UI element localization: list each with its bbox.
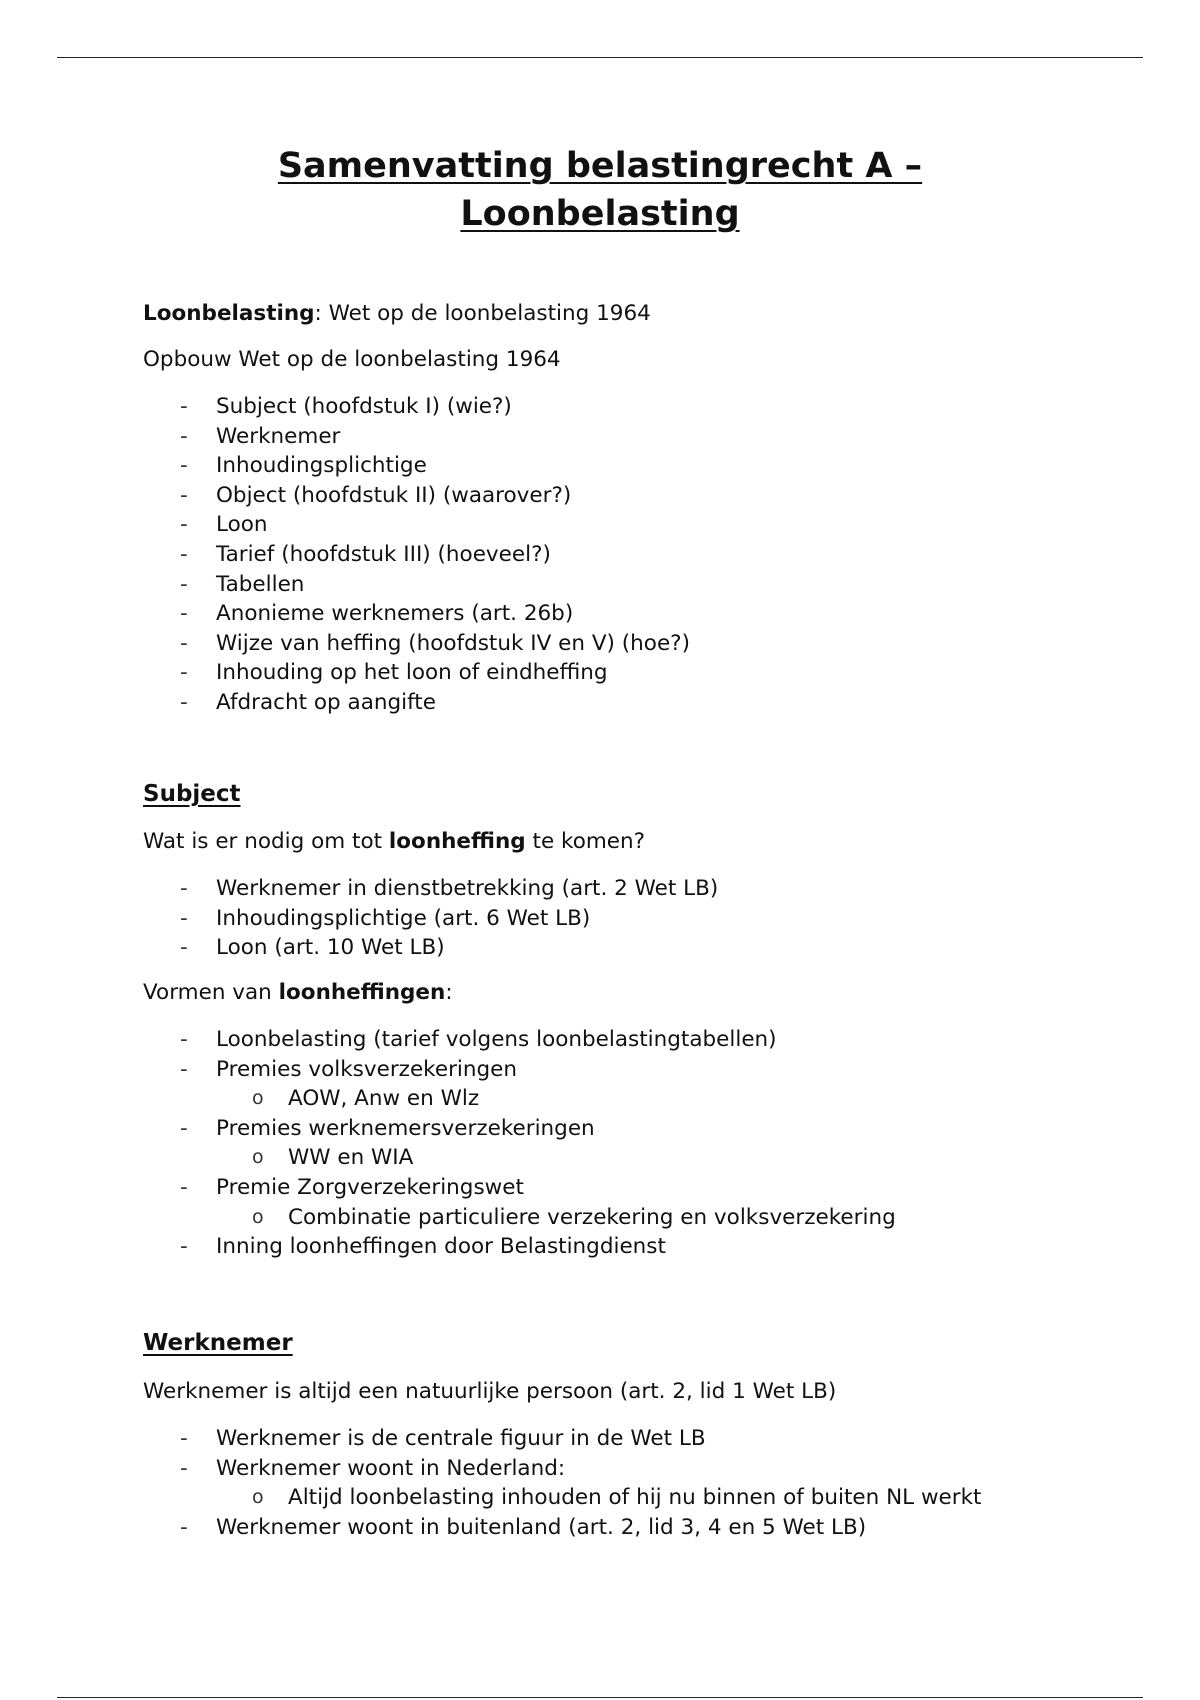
- dash-bullet: -: [180, 876, 188, 901]
- dash-bullet: -: [180, 1234, 188, 1260]
- subject-question: [143, 828, 645, 856]
- dash-bullet: -: [180, 453, 188, 479]
- list-item-text: WW en WIA: [288, 1145, 414, 1171]
- dash-bullet: -: [180, 935, 188, 961]
- document-title: [0, 142, 1200, 238]
- dash-bullet: -: [180, 630, 188, 656]
- list-item-text: Inhoudingsplichtige (art. 6 Wet LB): [216, 905, 591, 931]
- list-item-text: Premies werknemersverzekeringen: [216, 1115, 595, 1141]
- list-item-text: Object (hoofdstuk II) (waarover?): [216, 482, 572, 508]
- vormen-term: loonheffingen: [278, 980, 446, 1005]
- definition-term: Loonbelasting: [143, 301, 315, 326]
- list-item-text: Tarief (hoofdstuk III) (hoeveel?): [216, 541, 551, 567]
- list-item-text: Subject (hoofdstuk I) (wie?): [216, 394, 512, 419]
- vormen-text: Vormen van: [143, 980, 279, 1005]
- dash-bullet: -: [180, 512, 188, 538]
- dash-bullet: -: [180, 1455, 188, 1481]
- list-item-text: Inning loonheffingen door Belastingdienst: [216, 1234, 666, 1260]
- question-term: loonheffing: [388, 829, 526, 854]
- dash-bullet: -: [180, 1514, 188, 1540]
- list-item-text: Loonbelasting (tarief volgens loonbelastingtabellen): [216, 1027, 777, 1052]
- list-item-text: Tabellen: [216, 571, 305, 597]
- dash-bullet: -: [180, 660, 188, 686]
- dash-bullet: -: [180, 689, 188, 715]
- definition-text: : Wet op de loonbelasting 1964: [314, 301, 651, 326]
- question-text-end: te komen?: [525, 829, 646, 854]
- dash-bullet: -: [180, 1027, 188, 1052]
- dash-bullet: -: [180, 1115, 188, 1141]
- list-item-text: Inhouding op het loon of eindheffing: [216, 660, 608, 686]
- list-item-text: Afdracht op aangifte: [216, 689, 436, 715]
- list-item-text: Werknemer woont in Nederland:: [216, 1455, 566, 1481]
- dash-bullet: -: [180, 394, 188, 419]
- subject-heading: Subject: [143, 781, 241, 807]
- dash-bullet: -: [180, 905, 188, 931]
- list-item-text: Werknemer woont in buitenland (art. 2, lid 3, 4 en 5 Wet LB): [216, 1514, 867, 1540]
- dash-bullet: -: [180, 541, 188, 567]
- werknemer-heading: Werknemer: [143, 1330, 293, 1356]
- list-item-text: Werknemer is de centrale figuur in de Wet LB: [216, 1426, 706, 1451]
- list-item-text: Premie Zorgverzekeringswet: [216, 1174, 524, 1200]
- list-item-text: Premies volksverzekeringen: [216, 1056, 518, 1082]
- footer-rule: [57, 1697, 1143, 1698]
- question-text: Wat is er nodig om tot: [143, 829, 389, 854]
- vormen-line: [143, 979, 453, 1007]
- header-rule: [57, 57, 1143, 58]
- circle-bullet: o: [252, 1146, 264, 1169]
- werknemer-intro: Werknemer is altijd een natuurlijke persoon (art. 2, lid 1 Wet LB): [143, 1379, 837, 1404]
- dash-bullet: -: [180, 482, 188, 508]
- dash-bullet: -: [180, 601, 188, 627]
- list-item-text: AOW, Anw en Wlz: [288, 1086, 480, 1112]
- title-line-1: Samenvatting belastingrecht A –: [277, 146, 923, 186]
- dash-bullet: -: [180, 1056, 188, 1082]
- dash-bullet: -: [180, 571, 188, 597]
- list-item-text: Werknemer: [216, 423, 341, 449]
- dash-bullet: -: [180, 1426, 188, 1451]
- list-item-text: Anonieme werknemers (art. 26b): [216, 601, 574, 627]
- list-item-text: Wijze van heffing (hoofdstuk IV en V) (hoe?): [216, 630, 690, 656]
- opbouw-line: Opbouw Wet op de loonbelasting 1964: [143, 347, 561, 372]
- list-item-text: Inhoudingsplichtige: [216, 453, 427, 479]
- list-item-text: Loon (art. 10 Wet LB): [216, 935, 445, 961]
- list-item-text: Altijd loonbelasting inhouden of hij nu binnen of buiten NL werkt: [288, 1485, 982, 1511]
- list-item-text: Werknemer in dienstbetrekking (art. 2 Wet LB): [216, 876, 719, 901]
- dash-bullet: -: [180, 1174, 188, 1200]
- circle-bullet: o: [252, 1486, 264, 1509]
- list-item-text: Combinatie particuliere verzekering en volksverzekering: [288, 1204, 896, 1230]
- list-item-text: Loon: [216, 512, 268, 538]
- vormen-colon: :: [445, 980, 453, 1005]
- circle-bullet: o: [252, 1087, 264, 1110]
- loonbelasting-definition: [143, 300, 651, 328]
- dash-bullet: -: [180, 423, 188, 449]
- title-line-2: Loonbelasting: [460, 194, 740, 234]
- circle-bullet: o: [252, 1205, 264, 1228]
